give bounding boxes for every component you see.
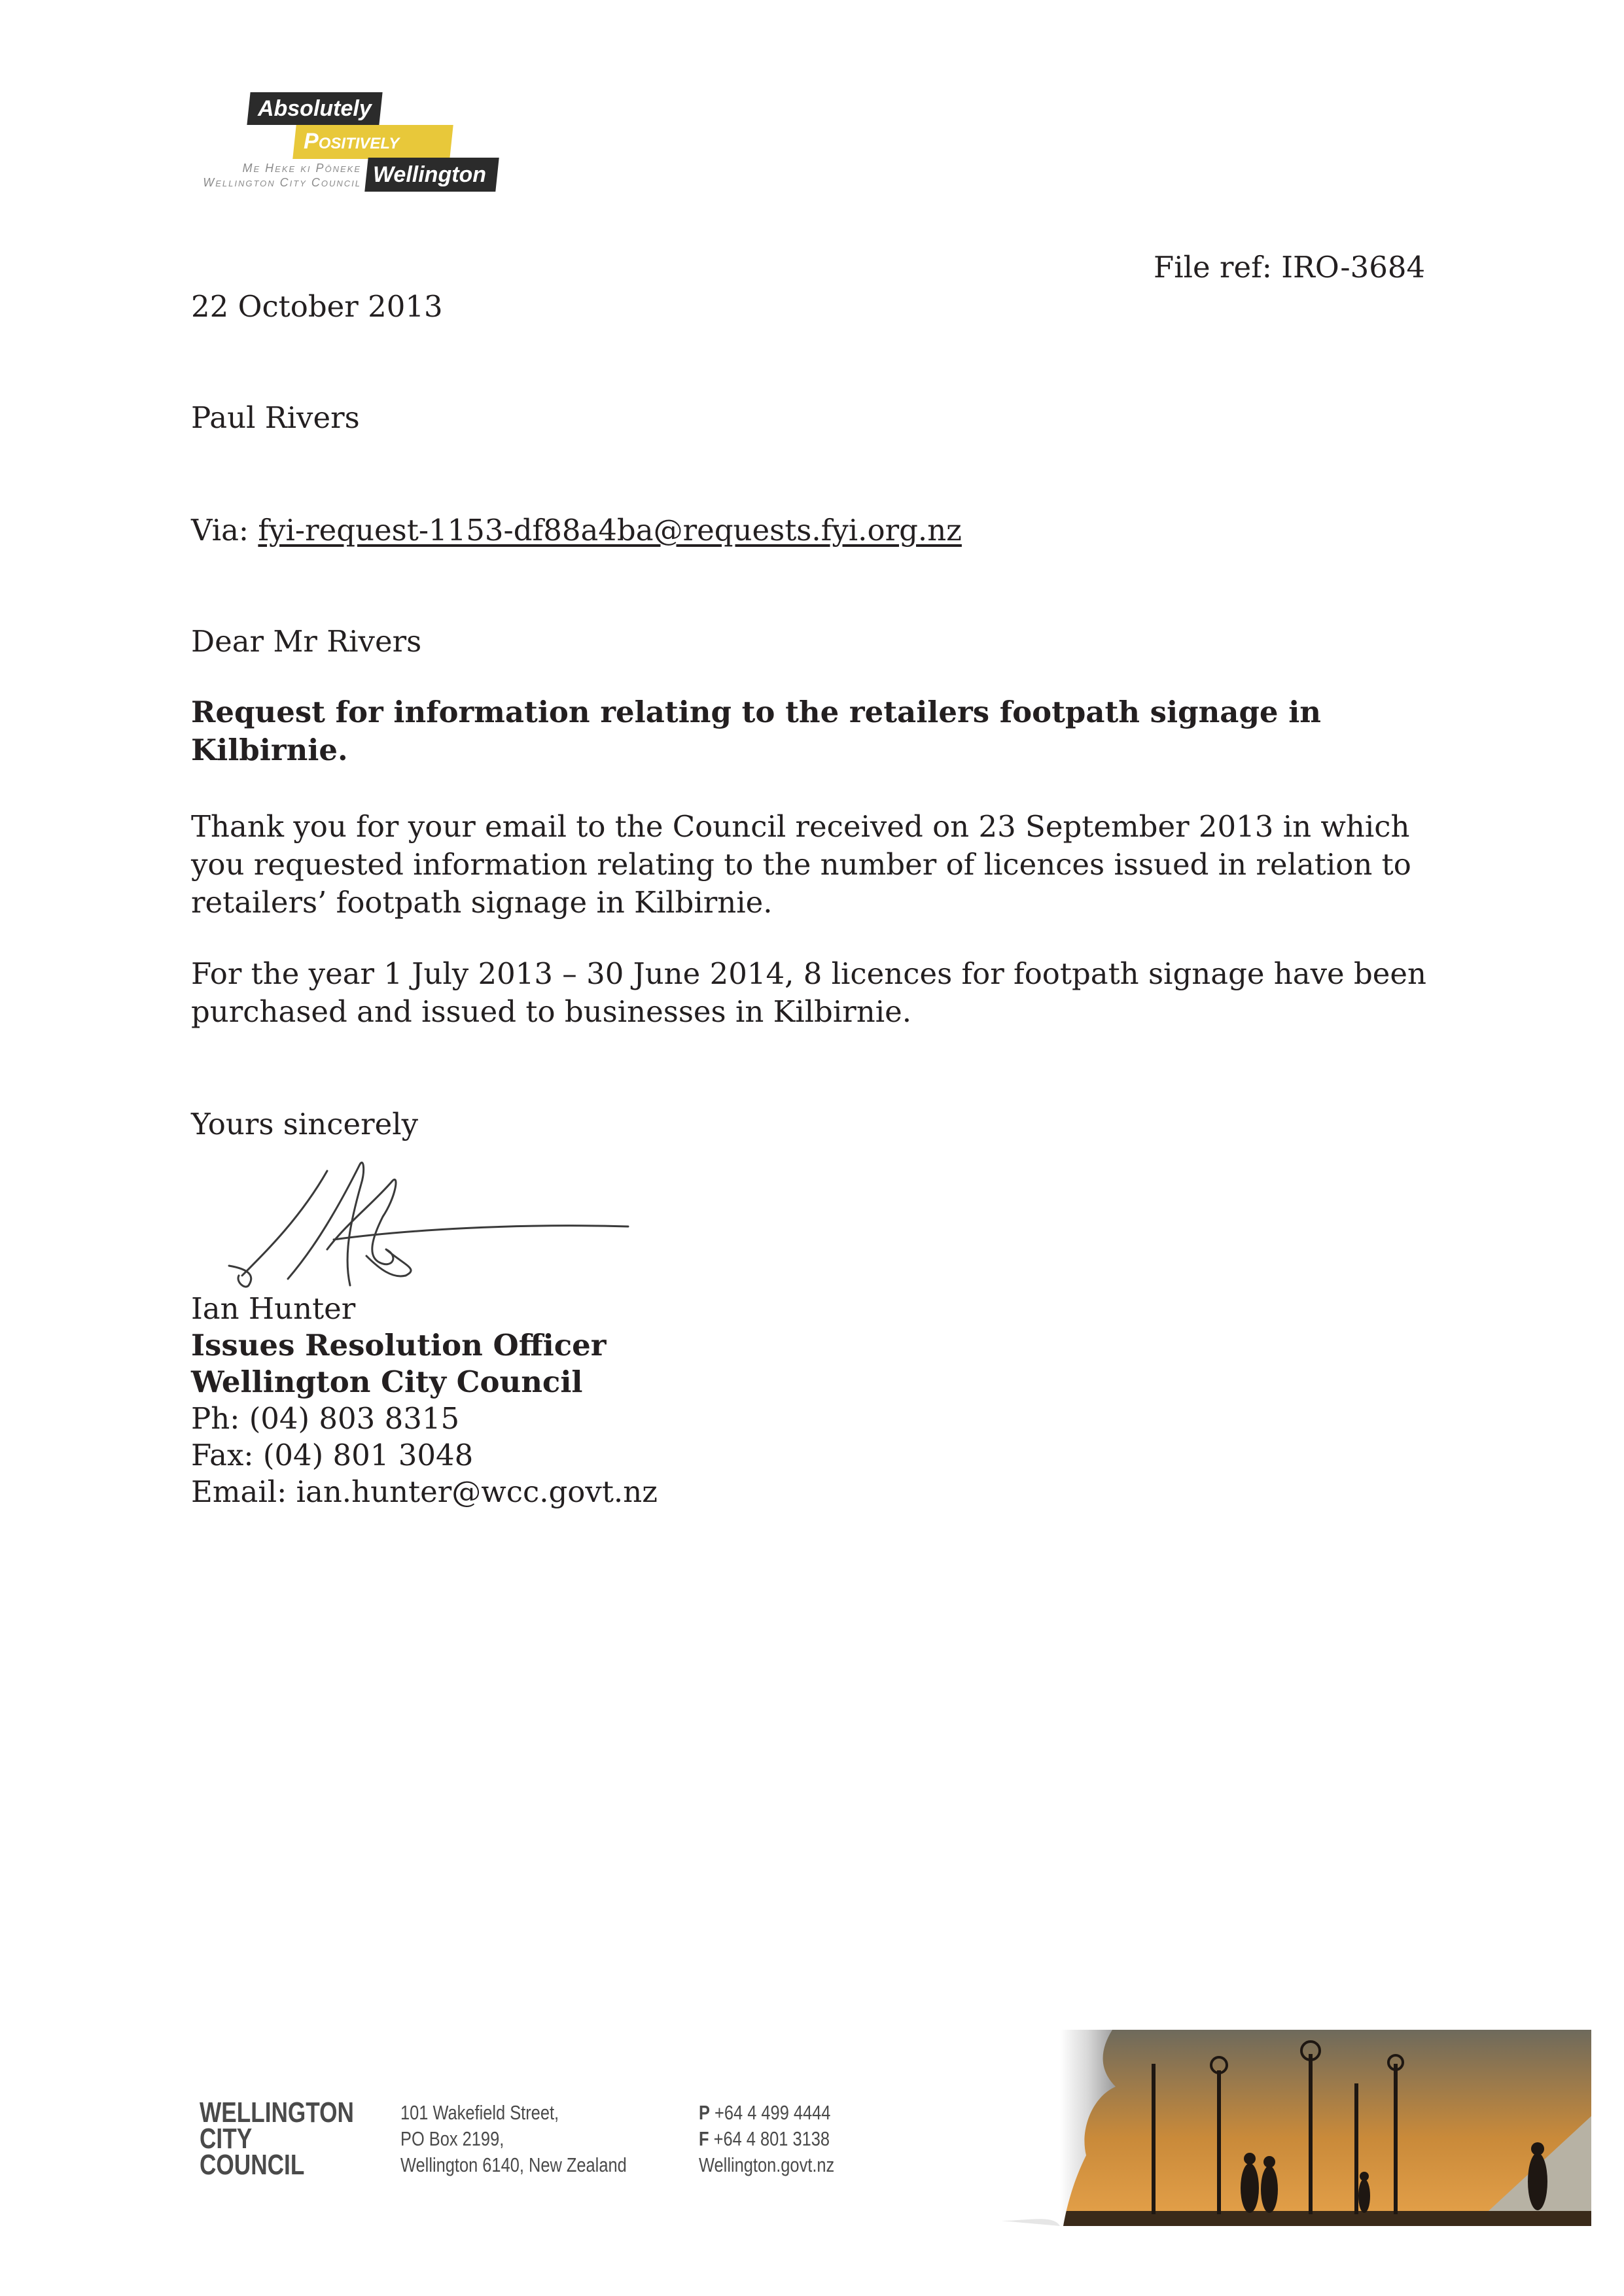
- via-email-link[interactable]: fyi-request-1153-df88a4ba@requests.fyi.org.nz: [258, 513, 962, 548]
- closing: Yours sincerely: [191, 1107, 419, 1141]
- footer-brand: [200, 2096, 354, 2181]
- footer-waterfront-photo: [1001, 2025, 1591, 2231]
- signatory-title: Issues Resolution Officer: [191, 1328, 607, 1363]
- letter-date: 22 October 2013: [191, 289, 443, 324]
- footer-phone-row: [699, 2100, 834, 2126]
- via-label: Via:: [191, 513, 249, 548]
- logo-maori-name: Me Heke ki Pōneke: [242, 162, 361, 175]
- footer-address: [400, 2100, 627, 2178]
- signatory-name: Ian Hunter: [191, 1291, 356, 1326]
- council-logo: [190, 88, 504, 193]
- footer-brand-line-3: COUNCIL: [200, 2149, 305, 2181]
- footer-fax-label: F: [699, 2127, 709, 2150]
- footer-address-line-3: Wellington 6140, New Zealand: [400, 2153, 627, 2176]
- logo-positively: Positively: [292, 125, 453, 159]
- subject-heading: Request for information relating to the retailers footpath signage in Kilbirnie.: [191, 695, 1322, 767]
- handwritten-signature: [209, 1145, 641, 1295]
- footer-address-line-2: PO Box 2199,: [400, 2127, 504, 2150]
- footer-fax: +64 4 801 3138: [713, 2127, 830, 2150]
- logo-wellington: Wellington: [364, 158, 499, 192]
- footer-contacts: [699, 2100, 834, 2178]
- signatory-organisation: Wellington City Council: [191, 1365, 583, 1399]
- footer-brand-line-2: CITY: [200, 2123, 253, 2155]
- via-line: [191, 512, 962, 549]
- signatory-phone: Ph: (04) 803 8315: [191, 1401, 460, 1436]
- signatory-email[interactable]: Email: ian.hunter@wcc.govt.nz: [191, 1474, 658, 1509]
- recipient-name: Paul Rivers: [191, 400, 360, 435]
- footer-address-line-1: 101 Wakefield Street,: [400, 2101, 559, 2124]
- footer-fax-row: [699, 2126, 834, 2152]
- footer-brand-line-1: WELLINGTON: [200, 2096, 354, 2129]
- body-paragraph-2: For the year 1 July 2013 – 30 June 2014, 8 licences for footpath signage have been purchased and issued to businesses in Kilbirnie.: [191, 956, 1427, 1029]
- file-reference: File ref: IRO-3684: [1154, 250, 1426, 285]
- logo-absolutely: Absolutely: [247, 92, 382, 125]
- footer-website[interactable]: Wellington.govt.nz: [699, 2153, 835, 2176]
- footer-phone-label: P: [699, 2101, 710, 2124]
- signatory-fax: Fax: (04) 801 3048: [191, 1438, 474, 1472]
- body-paragraph-1: Thank you for your email to the Council received on 23 September 2013 in which you requested information relating to the number of licences issued in relation to retailers’ footpath signage in Kilbirnie.: [191, 809, 1411, 920]
- logo-council-name: Wellington City Council: [203, 176, 361, 189]
- footer-phone: +64 4 499 4444: [715, 2101, 831, 2124]
- salutation: Dear Mr Rivers: [191, 624, 422, 659]
